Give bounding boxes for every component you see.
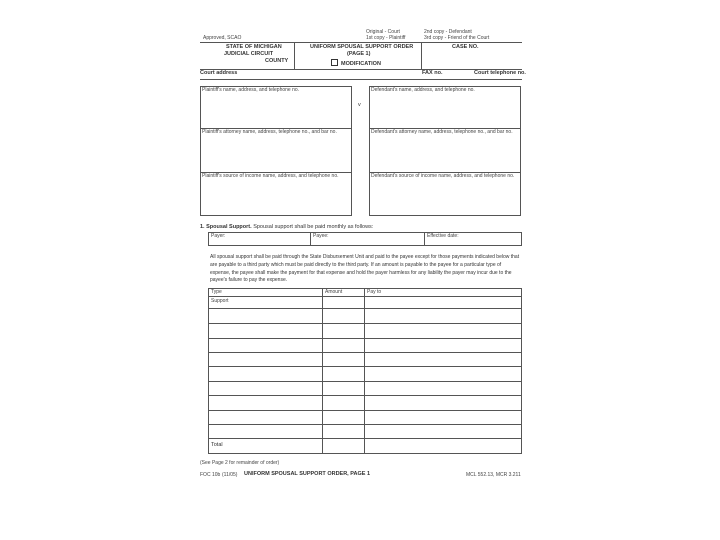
payee-label: Payee: — [313, 233, 329, 239]
header-divider-1 — [294, 42, 295, 69]
plaintiff-box[interactable] — [200, 86, 352, 216]
state-label: STATE OF MICHIGAN — [226, 44, 282, 50]
support-table — [208, 288, 522, 454]
section1-line — [200, 225, 373, 231]
approved-label: Approved, SCAO — [203, 35, 242, 41]
table-row-line — [208, 338, 522, 339]
table-row-line — [208, 424, 522, 425]
modification-option[interactable] — [331, 59, 381, 68]
copy-defendant: 2nd copy - Defendant — [424, 29, 472, 35]
plaintiff-attorney-label: Plaintiff's attorney name, address, telephone no., and bar no. — [202, 129, 337, 135]
county-label: COUNTY — [265, 58, 289, 64]
legal-citation: MCL 552.13, MCR 3.211 — [466, 472, 521, 478]
table-row-line — [208, 352, 522, 353]
table-row-line — [208, 381, 522, 382]
table-col-divider-1 — [322, 288, 323, 454]
form-title: UNIFORM SPOUSAL SUPPORT ORDER — [310, 44, 414, 50]
form-date: (11/05) — [222, 472, 238, 478]
modification-label: MODIFICATION — [341, 61, 381, 67]
plaintiff-name-label: Plaintiff's name, address, and telephone no. — [202, 87, 300, 93]
total-row-label: Total — [211, 442, 223, 448]
col-header-pay-to: Pay to — [367, 289, 382, 295]
table-row-line — [208, 395, 522, 396]
col-header-amount: Amount — [325, 289, 343, 295]
section1-heading: Spousal Support. — [206, 224, 252, 230]
court-phone-label: Court telephone no. — [474, 70, 526, 76]
payer-label: Payer: — [211, 233, 226, 239]
copy-foc: 3rd copy - Friend of the Court — [424, 35, 490, 41]
court-address-label: Court address — [200, 70, 238, 76]
table-row-line — [208, 366, 522, 367]
defendant-income-label: Defendant's source of income name, address, and telephone no. — [371, 173, 515, 179]
header-divider-2 — [421, 42, 422, 69]
section1-number: 1. — [200, 224, 205, 230]
fax-label: FAX no. — [422, 70, 443, 76]
defendant-attorney-label: Defendant's attorney name, address, telephone no., and bar no. — [371, 129, 513, 135]
table-row-line — [208, 308, 522, 309]
page-indicator: (PAGE 1) — [347, 51, 371, 57]
form-number: FOC 10b — [200, 472, 221, 478]
table-row-line — [208, 296, 522, 297]
copy-plaintiff: 1st copy - Plaintiff — [366, 35, 406, 41]
payee-effective-divider — [424, 232, 425, 246]
footer-form-title: UNIFORM SPOUSAL SUPPORT ORDER, PAGE 1 — [244, 471, 371, 477]
support-row-label: Support — [211, 298, 229, 304]
circuit-label: JUDICIAL CIRCUIT — [224, 51, 274, 57]
modification-checkbox[interactable] — [331, 59, 338, 66]
case-no-label: CASE NO. — [452, 44, 479, 50]
effective-date-label: Effective date: — [427, 233, 459, 239]
payer-payee-divider — [310, 232, 311, 246]
see-page-2-note: (See Page 2 for remainder of order) — [200, 460, 280, 466]
disbursement-paragraph: All spousal support shall be paid through the State Disbursement Unit and paid to the payee except for those payments indicated below that are payable to a third party which must be paid directly to the third party. If an amount is payable to the payee for a particular type of expense, the payee shall make the payment for that expense and hold the payer harmless for any liability the payer may incur due to the payee's failure to pay the expense. — [210, 254, 520, 284]
copy-original: Original - Court — [366, 29, 400, 35]
table-col-divider-2 — [364, 288, 365, 454]
plaintiff-income-label: Plaintiff's source of income name, address, and telephone no. — [202, 173, 339, 179]
defendant-name-label: Defendant's name, address, and telephone no. — [371, 87, 475, 93]
header-top-rule — [200, 42, 522, 43]
table-row-line — [208, 323, 522, 324]
table-row-line — [208, 410, 522, 411]
court-line-rule — [200, 79, 522, 80]
col-header-type: Type — [211, 289, 222, 295]
defendant-box[interactable] — [369, 86, 521, 216]
section1-text: Spousal support shall be paid monthly as follows: — [253, 224, 374, 230]
versus-label: v — [358, 102, 361, 108]
table-row-line — [208, 438, 522, 439]
payer-payee-row — [208, 232, 522, 246]
